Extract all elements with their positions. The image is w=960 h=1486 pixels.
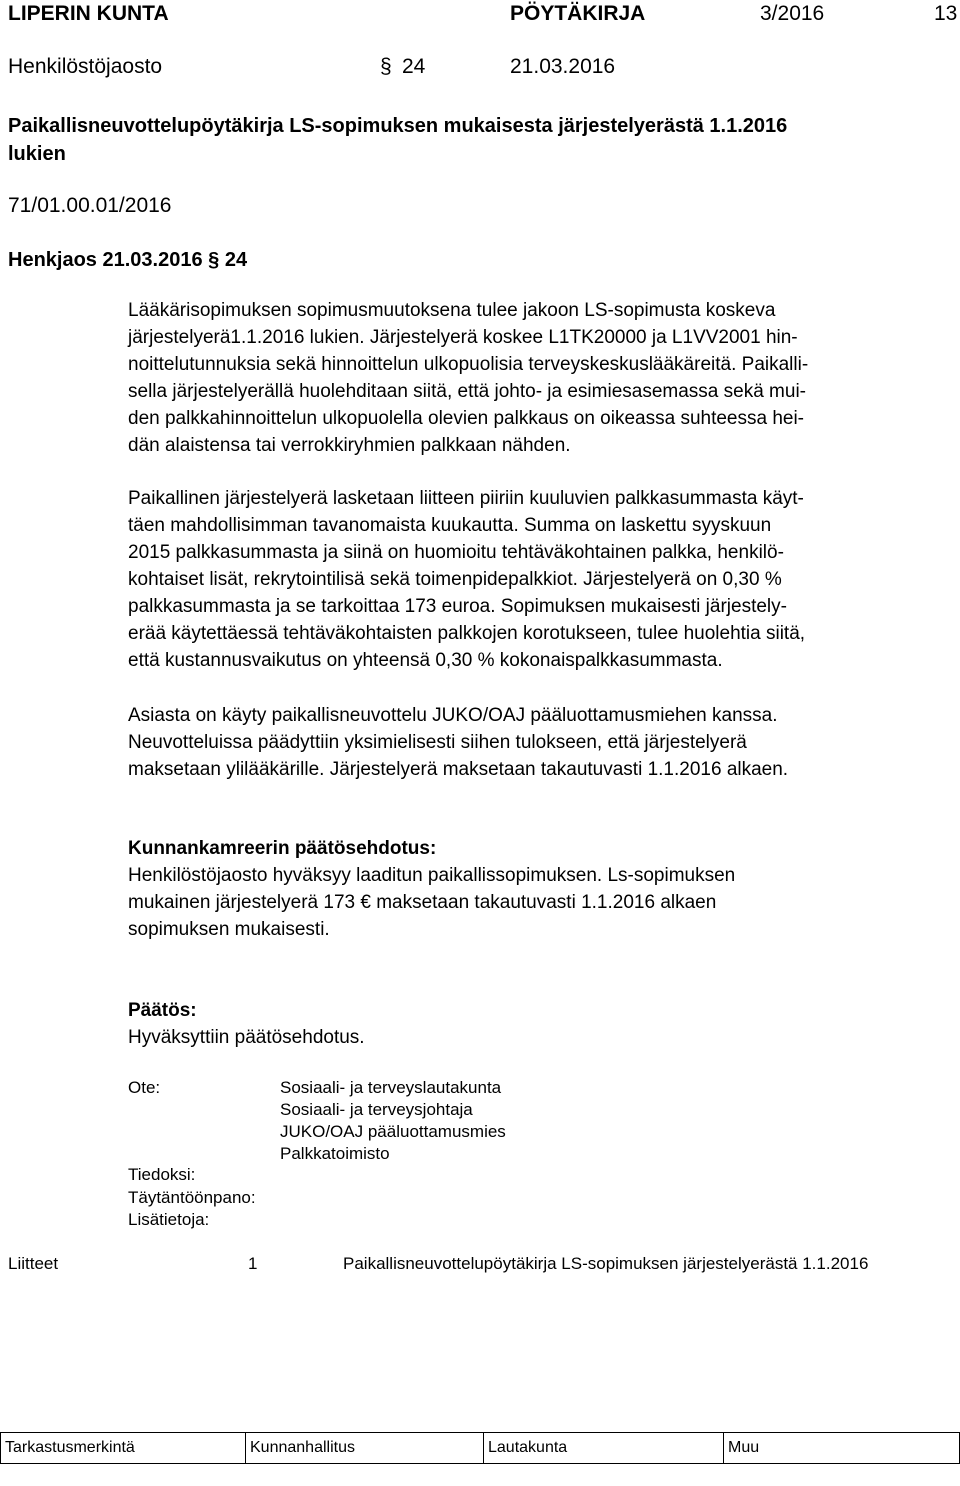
- footer-cell: Muu: [723, 1433, 960, 1463]
- footer-table: [0, 1432, 960, 1464]
- ote-label: Ote:: [128, 1078, 161, 1097]
- meeting-reference: Henkjaos 21.03.2016 § 24: [8, 249, 248, 271]
- text-line: Neuvotteluissa päädyttiin yksimielisesti siihen tulokseen, että järjestelyerä: [128, 732, 747, 753]
- text-line: 2015 palkkasummasta ja siinä on huomioitu tehtäväkohtainen palkka, henkilö-: [128, 542, 784, 563]
- tiedoksi-label: Tiedoksi:: [128, 1165, 196, 1184]
- footer-cell: Tarkastusmerkintä: [0, 1433, 245, 1463]
- text-line: noittelutunnuksia sekä hinnoittelun ulkopuolisia terveyskeskuslääkäreitä. Paikalli-: [128, 354, 809, 375]
- page-number: 13: [934, 2, 958, 25]
- text-line: Asiasta on käyty paikallisneuvottelu JUKO/OAJ pääluottamusmiehen kanssa.: [128, 705, 778, 726]
- decision-heading: Päätös:: [128, 1000, 197, 1021]
- text-line: Paikallinen järjestelyerä lasketaan liitteen piiriin kuuluvien palkkasummasta käyt-: [128, 488, 804, 509]
- text-line: den palkkahinnoittelun ulkopuolella olevien palkkaus on oikeassa suhteessa hei-: [128, 408, 805, 429]
- text-line: sopimuksen mukaisesti.: [128, 919, 330, 940]
- org-name: LIPERIN KUNTA: [8, 2, 169, 25]
- footer-cell: Lautakunta: [483, 1433, 722, 1463]
- taytantoonpano-label: Täytäntöönpano:: [128, 1188, 256, 1207]
- ote-recipients: [280, 1077, 506, 1165]
- paragraph-2: [128, 485, 928, 674]
- attachments-label: Liitteet: [8, 1254, 59, 1273]
- section-number: 24: [402, 55, 426, 78]
- item-title-line1: Paikallisneuvottelupöytäkirja LS-sopimuksen mukaisesta järjestelyerästä 1.1.2016: [8, 115, 788, 137]
- footer-cell: Kunnanhallitus: [245, 1433, 482, 1463]
- paragraph-1: [128, 297, 928, 459]
- paragraph-3: [128, 702, 928, 783]
- text-line: maksetaan ylilääkärille. Järjestelyerä maksetaan takautuvasti 1.1.2016 alkaen.: [128, 759, 789, 780]
- section-sign-icon: §: [380, 55, 392, 78]
- decision-section: [128, 997, 928, 1051]
- attachment-title: Paikallisneuvottelupöytäkirja LS-sopimuksen järjestelyerästä 1.1.2016: [343, 1254, 869, 1273]
- text-line: että kustannusvaikutus on yhteensä 0,30 % kokonaispalkkasummasta.: [128, 650, 723, 671]
- proposal-section: [128, 835, 928, 943]
- text-line: palkkasummasta ja se tarkoittaa 173 euroa. Sopimuksen mukaisesti järjestely-: [128, 596, 787, 617]
- proposal-heading: Kunnankamreerin päätösehdotus:: [128, 838, 437, 859]
- record-number: 71/01.00.01/2016: [8, 194, 172, 217]
- recipient: Palkkatoimisto: [280, 1144, 390, 1163]
- text-line: täen mahdollisimman tavanomaista kuukautta. Summa on laskettu syyskuun: [128, 515, 772, 536]
- text-line: mukainen järjestelyerä 173 € maksetaan takautuvasti 1.1.2016 alkaen: [128, 892, 717, 913]
- text-line: Lääkärisopimuksen sopimusmuutoksena tulee jakoon LS-sopimusta koskeva: [128, 300, 776, 321]
- text-line: Henkilöstöjaosto hyväksyy laaditun paikallissopimuksen. Ls-sopimuksen: [128, 865, 736, 886]
- text-line: järjestelyerä1.1.2016 lukien. Järjestelyerä koskee L1TK20000 ja L1VV2001 hin-: [128, 327, 798, 348]
- lisatietoja-label: Lisätietoja:: [128, 1210, 210, 1229]
- text-line: kohtaiset lisät, rekrytointilisä sekä toimenpidepalkkiot. Järjestelyerä on 0,30 %: [128, 569, 782, 590]
- decision-text: Hyväksyttiin päätösehdotus.: [128, 1027, 365, 1048]
- recipient: Sosiaali- ja terveyslautakunta: [280, 1078, 502, 1097]
- recipient: Sosiaali- ja terveysjohtaja: [280, 1100, 473, 1119]
- body-name: Henkilöstöjaosto: [8, 55, 163, 78]
- meeting-date: 21.03.2016: [510, 55, 616, 78]
- recipient: JUKO/OAJ pääluottamusmies: [280, 1122, 506, 1141]
- doc-number: 3/2016: [760, 2, 825, 25]
- text-line: dän alaistensa tai verrokkiryhmien palkkaan nähden.: [128, 435, 571, 456]
- text-line: erää käytettäessä tehtäväkohtaisten palkkojen korotukseen, tulee huolehtia siitä,: [128, 623, 806, 644]
- item-title-line2: lukien: [8, 143, 66, 165]
- doc-type: PÖYTÄKIRJA: [510, 2, 646, 25]
- text-line: sella järjestelyerällä huolehditaan siitä, että johto- ja esimiesasemassa sekä mui-: [128, 381, 806, 402]
- attachment-number: 1: [248, 1254, 258, 1273]
